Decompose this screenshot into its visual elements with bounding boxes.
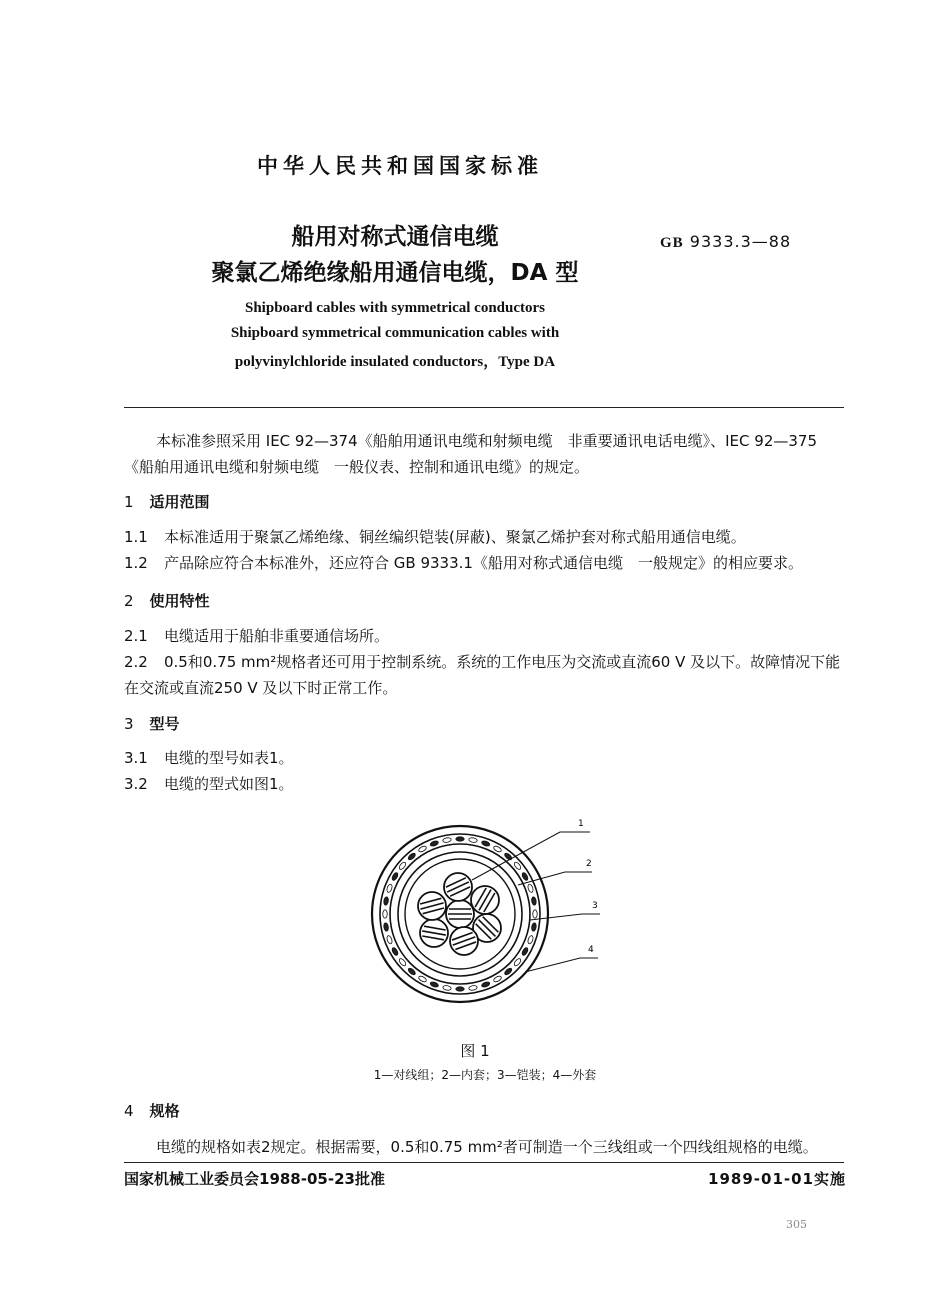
clause-number: 1.2 <box>124 554 148 572</box>
en-title-line-3: polyvinylchloride insulated conductors，Type DA <box>234 354 556 370</box>
figure-label-3: 3 <box>592 901 598 911</box>
section-title: 适用范围 <box>149 493 210 511</box>
clause-number: 3.1 <box>124 749 148 767</box>
braid-strand <box>383 910 387 918</box>
section-title: 使用特性 <box>149 592 210 610</box>
clause-text: 电缆适用于船舶非重要通信场所。 <box>164 627 390 645</box>
clause-number: 2.1 <box>124 627 148 645</box>
national-standard-heading: 中华人民共和国国家标准 <box>257 154 543 178</box>
standard-number <box>660 232 791 252</box>
clause-1-2 <box>124 550 846 576</box>
clause-text: 电缆的型号如表1。 <box>164 749 294 767</box>
cn-title-line-1: 船用对称式通信电缆 <box>291 224 499 250</box>
cn-title-line-2: 聚氯乙烯绝缘船用通信电缆，DA 型 <box>211 260 579 286</box>
section-title: 规格 <box>149 1102 180 1120</box>
section-3-heading <box>124 713 180 734</box>
section-number: 4 <box>124 1102 134 1120</box>
clause-text: 电缆的型式如图1。 <box>164 775 294 793</box>
section-number: 2 <box>124 592 134 610</box>
figure-legend: 1—对线组；2—内套；3—铠装；4—外套 <box>373 1068 597 1082</box>
clause-text: 本标准适用于聚氯乙烯绝缘、铜丝编织铠装(屏蔽)、聚氯乙烯护套对称式船用通信电缆。 <box>164 528 746 546</box>
clause-number: 3.2 <box>124 775 148 793</box>
clause-3-1 <box>124 745 846 771</box>
title-divider <box>124 407 844 408</box>
figure-label-4: 4 <box>588 945 594 955</box>
figure-caption: 图 1 <box>460 1042 490 1060</box>
section-1-heading <box>124 491 210 512</box>
clause-number: 2.2 <box>124 653 148 671</box>
en-title-line-1: Shipboard cables with symmetrical conductors <box>245 300 545 316</box>
en-title-line-2: Shipboard symmetrical communication cables with <box>230 325 560 341</box>
standard-prefix: GB <box>660 235 684 251</box>
standard-code: 9333.3—88 <box>689 232 792 251</box>
footer-divider <box>124 1162 844 1163</box>
clause-number: 1.1 <box>124 528 148 546</box>
clause-3-2 <box>124 771 846 797</box>
braid-strand <box>456 837 464 841</box>
figure-label-1: 1 <box>578 819 584 829</box>
section-4-heading <box>124 1100 180 1121</box>
section-title: 型号 <box>149 715 180 733</box>
braid-strand <box>456 987 464 991</box>
clause-1-1 <box>124 524 846 550</box>
section-number: 1 <box>124 493 134 511</box>
section-number: 3 <box>124 715 134 733</box>
section-2-heading <box>124 590 210 611</box>
braid-strand <box>533 910 537 918</box>
approval-note: 国家机械工业委员会1988-05-23批准 <box>124 1170 385 1188</box>
clause-2-1 <box>124 623 846 649</box>
clause-2-2 <box>124 649 846 701</box>
page-number: 305 <box>786 1218 807 1231</box>
intro-paragraph: 本标准参照采用 IEC 92—374《船舶用通讯电缆和射频电缆 非重要通讯电话电缆》、IEC 92—375《船舶用通讯电缆和射频电缆 一般仪表、控制和通讯电缆》的规定。 <box>124 432 817 476</box>
effective-date: 1989-01-01实施 <box>708 1170 846 1188</box>
section-4-paragraph: 电缆的规格如表2规定。根据需要，0.5和0.75 mm²者可制造一个三线组或一个四线组规格的电缆。 <box>156 1138 818 1156</box>
clause-text: 产品除应符合本标准外，还应符合 GB 9333.1《船用对称式通信电缆 一般规定》的相应要求。 <box>164 554 803 572</box>
clause-text: 0.5和0.75 mm²规格者还可用于控制系统。系统的工作电压为交流或直流60 V 及以下。故障情况下能在交流或直流250 V 及以下时正常工作。 <box>124 653 841 697</box>
cable-cross-section-figure <box>360 810 620 1020</box>
figure-label-2: 2 <box>586 859 592 869</box>
